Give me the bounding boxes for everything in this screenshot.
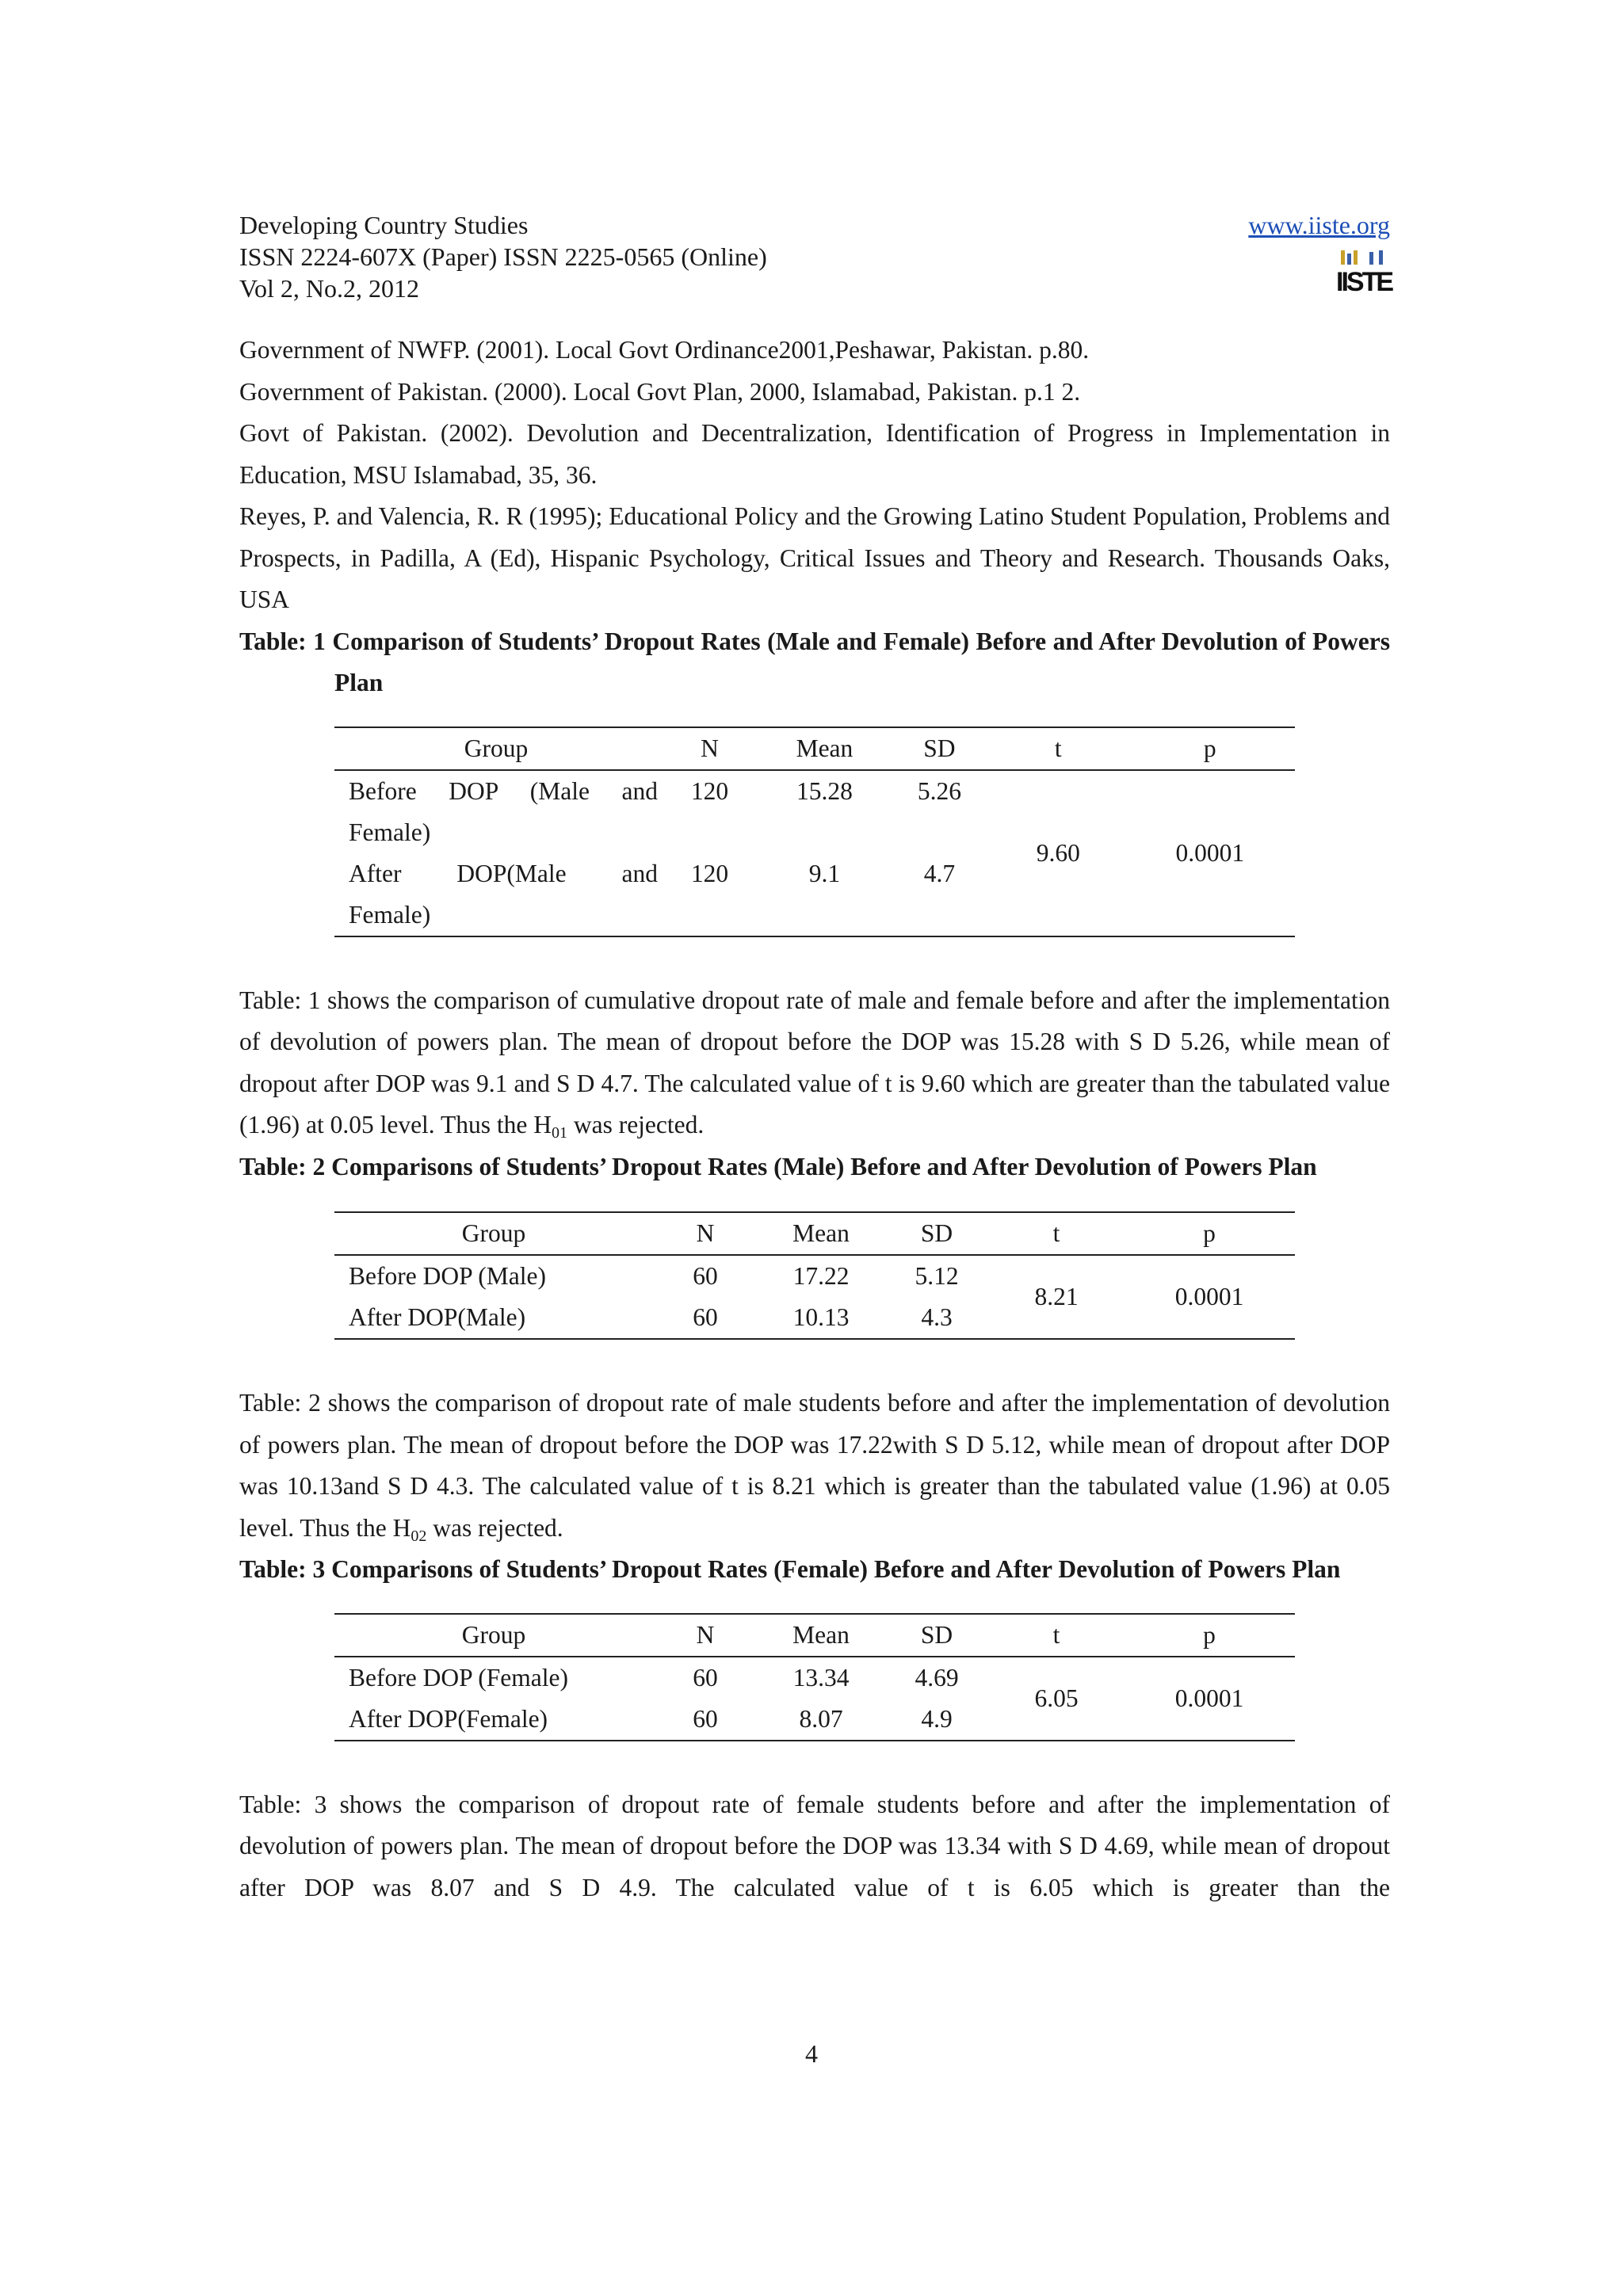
n-cell: 60: [693, 1663, 718, 1691]
journal-title: Developing Country Studies: [239, 211, 529, 239]
mean-cell: 13.34: [792, 1663, 850, 1691]
table1: [334, 727, 1295, 937]
journal-url-link[interactable]: www.iiste.org: [1248, 211, 1390, 239]
reference-item: Govt of Pakistan. (2002). Devolution and Decentralization, Identification of Progress in Implementation in Education, MSU Islamabad, 35, 36.: [239, 419, 1390, 489]
p-cell: 0.0001: [1124, 1657, 1295, 1741]
n-cell: 120: [690, 776, 729, 805]
table-row: [334, 1657, 1295, 1699]
journal-issn: ISSN 2224-607X (Paper) ISSN 2225-0565 (Online): [239, 242, 767, 271]
column-header: N: [658, 727, 762, 770]
hypothesis-label: $H_{01}$: [533, 1111, 567, 1142]
sd-cell: 4.9: [884, 1699, 989, 1741]
discussion-end: was rejected.: [573, 1111, 705, 1138]
table1-caption: Table: 1 Comparison of Students’ Dropout Rates (Male and Female) Before and After Devolution of Powers Plan: [239, 627, 1390, 696]
n-cell: 60: [653, 1699, 758, 1741]
column-header: Mean: [758, 1614, 884, 1657]
table1-discussion: [239, 980, 1390, 1146]
reference-item: Reyes, P. and Valencia, R. R (1995); Educational Policy and the Growing Latino Student Population, Problems and Prospects, in Padilla, A (Ed), Hispanic Psychology, Critical Issues and Theory and Research. Thousands Oaks, USA: [239, 502, 1390, 613]
column-header: p: [1124, 1212, 1295, 1255]
table3-caption: Table: 3 Comparisons of Students’ Dropout Rates (Female) Before and After Devolution of Powers Plan: [239, 1555, 1341, 1583]
sd-cell: 4.69: [915, 1663, 959, 1691]
column-header: t: [989, 1212, 1124, 1255]
column-header: t: [991, 727, 1125, 770]
n-cell: 60: [653, 1297, 758, 1339]
iiste-logo: [1336, 249, 1392, 304]
journal-volume: Vol 2, No.2, 2012: [239, 274, 419, 303]
column-header: Mean: [762, 727, 888, 770]
table2-discussion: [239, 1383, 1390, 1549]
discussion-text: Table: 2 shows the comparison of dropout rate of male students before and after the implementation of devolution of powers plan. The mean of dropout before the DOP was 17.22with S D 5.12, while mean of dropout after DOP was 10.13and S D 4.3. The calculated value of t is 8.21 which is greater than the tabulated value (1.96) at 0.05 level. Thus the: [239, 1389, 1390, 1542]
t-cell: 9.60: [991, 770, 1125, 936]
mean-cell: 9.1: [762, 853, 888, 936]
column-header: SD: [884, 1212, 989, 1255]
column-header: SD: [888, 727, 991, 770]
column-header: Group: [334, 727, 658, 770]
sd-cell: 5.26: [917, 776, 961, 805]
sd-cell: 5.12: [915, 1262, 959, 1290]
reference-list: [239, 330, 1390, 621]
group-cell: [334, 770, 658, 853]
mean-cell: 10.13: [758, 1297, 884, 1339]
table-row: [334, 1255, 1295, 1297]
n-cell: 60: [693, 1262, 718, 1290]
mean-cell: 15.28: [796, 776, 853, 805]
table2: [334, 1211, 1295, 1340]
page-number: 4: [805, 2039, 818, 2068]
hypothesis-label: $H_{02}$: [392, 1513, 427, 1545]
p-cell: 0.0001: [1125, 770, 1295, 936]
reference-item: Government of Pakistan. (2000). Local Govt Plan, 2000, Islamabad, Pakistan. p.1 2.: [239, 377, 1081, 406]
group-cell: Before DOP (Male): [349, 1262, 547, 1290]
column-header: SD: [884, 1614, 989, 1657]
mean-cell: 8.07: [758, 1699, 884, 1741]
column-header: p: [1124, 1614, 1295, 1657]
group-cell: [334, 853, 658, 936]
n-cell: 120: [658, 853, 762, 936]
table3-header-row: [334, 1614, 1295, 1657]
iiste-logo-text: IISTE: [1336, 267, 1392, 297]
discussion-end: was rejected.: [433, 1513, 563, 1542]
group-line: Female): [349, 818, 431, 846]
discussion-text: Table: 1 shows the comparison of cumulative dropout rate of male and female before and after the implementation of devolution of powers plan. The mean of dropout before the DOP was 15.28 with S D 5.26, while mean of dropout after DOP was 9.1 and S D 4.7. The calculated value of t is 9.60 which are greater than the tabulated value (1.96) at 0.05 level. Thus the: [239, 986, 1390, 1138]
reference-item: Government of NWFP. (2001). Local Govt Ordinance2001,Peshawar, Pakistan. p.80.: [239, 336, 1090, 364]
group-line: After DOP(Male and: [349, 859, 658, 887]
group-line: Before DOP (Male and: [349, 776, 658, 805]
t-cell: 8.21: [989, 1255, 1124, 1339]
column-header: Group: [334, 1212, 653, 1255]
group-cell: Before DOP (Female): [349, 1663, 568, 1691]
column-header: Mean: [758, 1212, 884, 1255]
column-header: Group: [334, 1614, 653, 1657]
column-header: t: [989, 1614, 1124, 1657]
page-content: [239, 209, 1390, 1909]
t-cell: 6.05: [989, 1657, 1124, 1741]
sd-cell: 4.7: [888, 853, 991, 936]
table2-caption: Table: 2 Comparisons of Students’ Dropout Rates (Male) Before and After Devolution of Powers Plan: [239, 1152, 1317, 1180]
sd-cell: 4.3: [884, 1297, 989, 1339]
column-header: N: [653, 1614, 758, 1657]
page-header: [239, 209, 1390, 306]
table3: [334, 1613, 1295, 1741]
table-row: [334, 770, 1295, 853]
table2-header-row: [334, 1212, 1295, 1255]
group-cell: After DOP(Female): [334, 1699, 653, 1741]
group-cell: After DOP(Male): [334, 1297, 653, 1339]
group-line: Female): [349, 900, 431, 929]
table1-header-row: [334, 727, 1295, 770]
column-header: N: [653, 1212, 758, 1255]
p-cell: 0.0001: [1124, 1255, 1295, 1339]
table3-discussion: Table: 3 shows the comparison of dropout rate of female students before and after the implementation of devolution of powers plan. The mean of dropout before the DOP was 13.34 with S D 4.69, while mean of dropout after DOP was 8.07 and S D 4.9. The calculated value of t is 6.05 which is greater than the: [239, 1790, 1390, 1901]
mean-cell: 17.22: [792, 1262, 850, 1290]
column-header: p: [1125, 727, 1295, 770]
